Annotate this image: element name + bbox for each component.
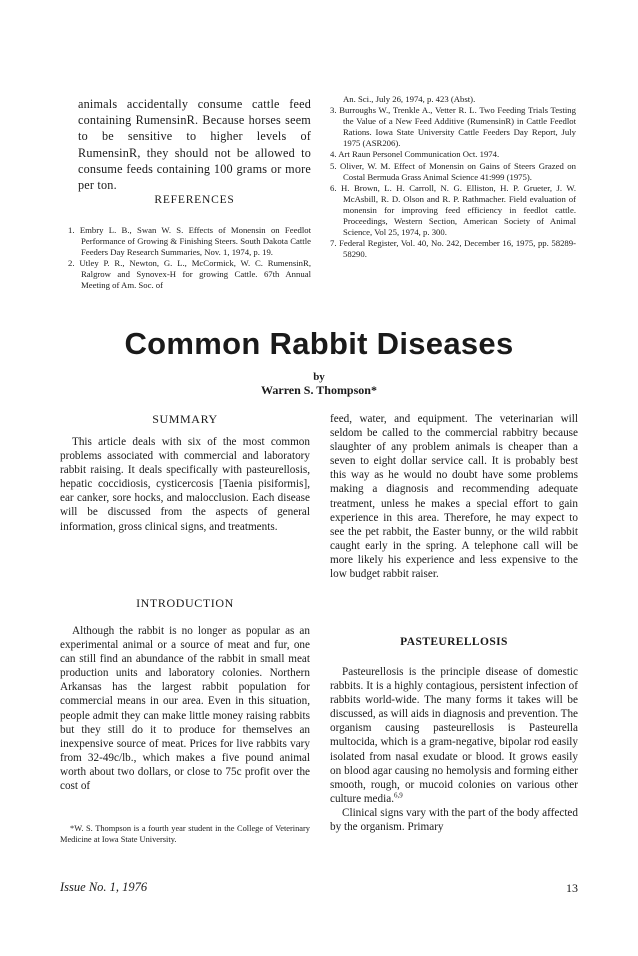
pasteurellosis-paragraph-1: Pasteurellosis is the principle disease of domestic rabbits. It is a highly contagious, persistent infection of rabbits world-wide. The many forms it takes will be discussed, as will aids in diagnosis and prevention. The organism causing pasteurellosis is Pasteurella multocida, which is a gram-negative, bipolar rod easily isolated from nasal exudate or blood. It grows easily on blood agar causing no hemolysis and forming either smooth, rough, or mucoid colonies on various other culture media.$^{6,9}$ — [330, 666, 578, 805]
reference-item: 5. Oliver, W. M. Effect of Monensin on Gains of Steers Grazed on Costal Bermuda Grass Animal Science 41:999 (1975). — [330, 160, 576, 182]
continued-paragraph: feed, water, and equipment. The veterinarian will seldom be called to the commercial rabbitry because slaughter of any problem animals is cheaper than a seven to eight dollar service call. It is probably best this way as he would no doubt have some problems making a diagnosis and recommending adequate treatment, unless he makes a special effort to gain experience in this area. Therefore, he may expect to see the pet rabbit, the Easter bunny, or the wild rabbit caught early in the spring. A telephone call will be more likely his experience and less expensive to the low budget rabbit raiser. — [330, 413, 578, 581]
reference-item: 2. Utley P. R., Newton, G. L., McCormick, W. C. RumensinR, Ralgrow and Synovex-H for growing Cattle. 67th Annual Meeting of Am. Soc. of — [68, 258, 311, 291]
issue-label: Issue No. 1, 1976 — [60, 880, 148, 894]
reference-item: 3. Burroughs W., Trenkle A., Vetter R. L. Two Feeding Trials Testing the Value of a New Feed Additive (RumensinR) in Cattle Feedlot Rations. Iowa State University Cattle Feeders Day Report, July 1975 (ASR206). — [330, 105, 576, 149]
byline-by: by — [313, 371, 325, 383]
reference-item: An. Sci., July 26, 1974, p. 423 (Abst). — [343, 94, 476, 104]
pasteurellosis-paragraphs — [330, 665, 578, 834]
page-number: 13 — [566, 881, 578, 895]
reference-item: 4. Art Raun Personel Communication Oct. 1974. — [330, 149, 500, 160]
reference-item: 1. Embry L. B., Swan W. S. Effects of Monensin on Feedlot Performance of Growing & Finishing Steers. South Dakota Cattle Feeders Day Research Summaries, Nov. 1, 1974, p. 19. — [68, 225, 311, 258]
introduction-heading: INTRODUCTION — [136, 596, 234, 610]
pasteurellosis-heading: PASTEURELLOSIS — [400, 636, 508, 648]
author-name: Warren S. Thompson* — [261, 383, 377, 397]
previous-article-paragraph: animals accidentally consume cattle feed containing RumensinR. Because horses seem to be sensitive to higher levels of RumensinR, they should not be allowed to consume feeds containing 100 grams or more per ton. — [78, 97, 311, 193]
summary-paragraph: This article deals with six of the most common problems associated with commercial and laboratory rabbit raising. It deals specifically with pasteurellosis, hepatic coccidiosis, cysticercosis [Taenia pisiformis], ear canker, sore hocks, and malocclusion. Each disease will be discussed from the aspects of general information, gross clinical signs, and treatments. — [60, 436, 310, 533]
citation-superscript: 6,9 — [394, 791, 403, 800]
references-list-right — [330, 94, 576, 260]
references-list-left — [68, 225, 311, 292]
author-footnote: *W. S. Thompson is a fourth year student in the College of Veterinary Medicine at Iowa State University. — [60, 824, 310, 844]
references-heading: REFERENCES — [154, 194, 235, 206]
article-title: Common Rabbit Diseases — [124, 326, 514, 361]
introduction-paragraph: Although the rabbit is no longer as popular as an experimental animal or a source of meat and fur, one can still find an abundance of the rabbit in small meat production units and laboratory colonies. Northern Arkansas has the largest rabbit population for commercial means in our area. Even in this situation, people admit they can make little money raising rabbits but they still do it to produce for themselves an inexpensive source of meat. Prices for live rabbits vary from 32-49c/lb., which makes a five pound animal worth about two dollars, or close to 75c profit over the cost of — [60, 625, 310, 793]
reference-item: 6. H. Brown, L. H. Carroll, N. G. Elliston, H. P. Grueter, J. W. McAsbill, R. D. Olson and R. P. Rathmacher. Field evaluation of monensin for improving feed efficiency in feedlot cattle. Proceedings, Western Section, American Society of Animal Science, Vol 25, 1974, p. 300. — [330, 182, 576, 238]
reference-item: 7. Federal Register, Vol. 40, No. 242, December 16, 1975, pp. 58289-58290. — [330, 238, 576, 260]
summary-heading: SUMMARY — [152, 412, 218, 426]
pasteurellosis-paragraph-2: Clinical signs vary with the part of the body affected by the organism. Primary — [330, 806, 578, 834]
